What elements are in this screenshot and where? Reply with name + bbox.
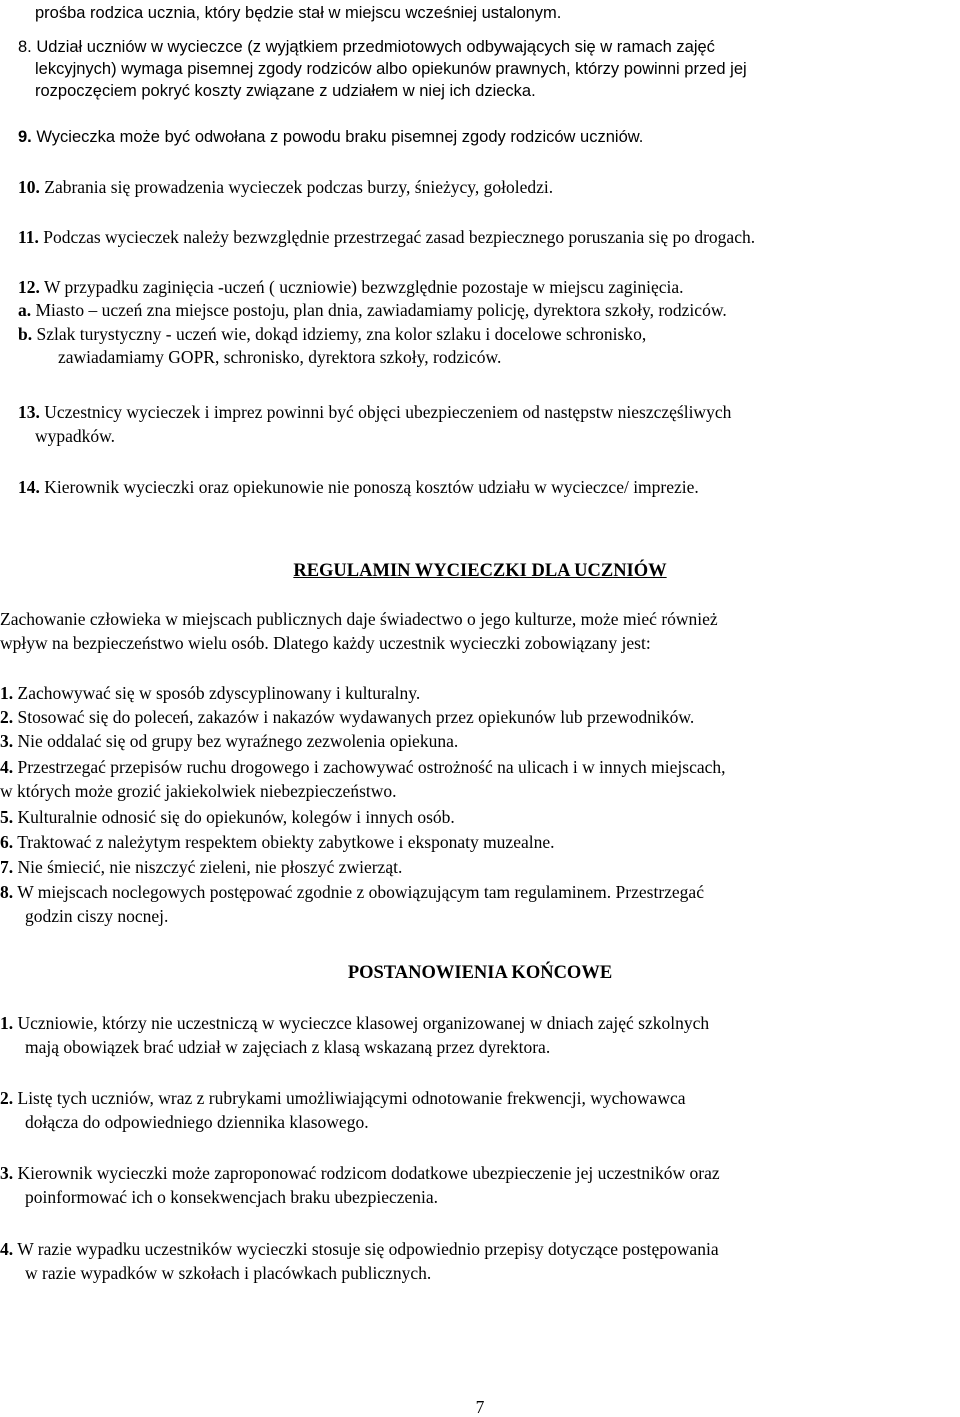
p8-line-2: lekcyjnych) wymaga pisemnej zgody rodziców albo opiekunów prawnych, którzy powinni przed jej [35,60,747,78]
p13 [18,401,731,423]
koncowe-item-2-line-2: dołącza do odpowiedniego dziennika klasowego. [25,1112,369,1132]
p14-text: Kierownik wycieczki oraz opiekunowie nie ponoszą kosztów udziału w wycieczce/ imprezie. [44,477,699,497]
koncowe-item-1-line-2: mają obowiązek brać udział w zajęciach z klasą wskazaną przez dyrektora. [25,1037,551,1057]
regulamin-item-7: 7. Nie śmiecić, nie niszczyć zieleni, nie płoszyć zwierząt. [0,857,403,877]
p11-text: Podczas wycieczek należy bezwzględnie przestrzegać zasad bezpiecznego poruszania się po drogach. [43,227,756,247]
p12-b-letter: b. [18,324,33,344]
regulamin-intro-2: wpływ na bezpieczeństwo wielu osób. Dlatego każdy uczestnik wycieczki zobowiązany jest: [0,633,651,653]
p12 [18,276,684,298]
p9 [18,126,643,148]
p12-b-line-2: zawiadamiamy GOPR, schronisko, dyrektora szkoły, rodziców. [58,347,502,367]
p12-number: 12. [18,277,40,297]
regulamin-item-8: 8. W miejscach noclegowych postępować zgodnie z obowiązującym tam regulaminem. Przestrzegać [0,882,704,902]
p7-continuation: prośba rodzica ucznia, który będzie stał w miejscu wcześniej ustalonym. [35,4,562,22]
p14 [18,476,699,498]
regulamin-item-5: 5. Kulturalnie odnosić się do opiekunów, kolegów i innych osób. [0,807,455,827]
koncowe-item-2: 2. Listę tych uczniów, wraz z rubrykami umożliwiającymi odnotowanie frekwencji, wychowawca [0,1088,686,1108]
p8-text-1: Udział uczniów w wycieczce (z wyjątkiem przedmiotowych odbywających się w ramach zajęć [36,38,715,56]
p9-text: Wycieczka może być odwołana z powodu braku pisemnej zgody rodziców uczniów. [36,128,644,146]
regulamin-title: REGULAMIN WYCIECZKI DLA UCZNIÓW [293,561,667,581]
p12-a-letter: a. [18,300,32,320]
regulamin-item-4-line-2: w których może grozić jakiekolwiek niebezpieczeństwo. [0,781,397,801]
p8-line-3: rozpoczęciem pokryć koszty związane z udziałem w niej ich dziecka. [35,82,536,100]
p10-text: Zabrania się prowadzenia wycieczek podczas burzy, śnieżycy, gołoledzi. [44,177,554,197]
p8-number: 8. [18,38,32,56]
koncowe-item-4: 4. W razie wypadku uczestników wycieczki stosuje się odpowiednio przepisy dotyczące postępowania [0,1239,719,1259]
regulamin-item-3: 3. Nie oddalać się od grupy bez wyraźnego zezwolenia opiekuna. [0,731,459,751]
p10 [18,176,553,198]
p13-line-2: wypadków. [35,426,116,446]
p9-number: 9. [18,128,32,146]
p14-number: 14. [18,477,40,497]
koncowe-item-4-line-2: w razie wypadków w szkołach i placówkach publicznych. [25,1263,432,1283]
p8-line-1 [18,36,715,58]
regulamin-item-2: 2. Stosować się do poleceń, zakazów i nakazów wydawanych przez opiekunów lub przewodników. [0,707,695,727]
p11-number: 11. [18,227,39,247]
p11 [18,226,755,248]
p10-number: 10. [18,177,40,197]
regulamin-item-8-line-2: godzin ciszy nocnej. [25,906,169,926]
p12-a [18,299,727,321]
regulamin-intro-1: Zachowanie człowieka w miejscach publicznych daje świadectwo o jego kulturze, może mieć również [0,609,718,629]
p12-a-text: Miasto – uczeń zna miejsce postoju, plan dnia, zawiadamiamy policję, dyrektora szkoły, rodziców. [35,300,727,320]
koncowe-title: POSTANOWIENIA KOŃCOWE [347,963,613,983]
koncowe-item-1: 1. Uczniowie, którzy nie uczestniczą w wycieczce klasowej organizowanej w dniach zajęć szkolnych [0,1013,710,1033]
koncowe-item-3: 3. Kierownik wycieczki może zaproponować rodzicom dodatkowe ubezpieczenie jej uczestników oraz [0,1163,720,1183]
p12-b [18,323,646,345]
p13-text: Uczestnicy wycieczek i imprez powinni być objęci ubezpieczeniem od następstw nieszczęśliwych [44,402,732,422]
page-number: 7 [475,1397,485,1417]
p13-number: 13. [18,402,40,422]
regulamin-item-4: 4. Przestrzegać przepisów ruchu drogowego i zachowywać ostrożność na ulicach i w innych miejscach, [0,757,726,777]
regulamin-item-1: 1. Zachowywać się w sposób zdyscyplinowany i kulturalny. [0,683,421,703]
koncowe-item-3-line-2: poinformować ich o konsekwencjach braku ubezpieczenia. [25,1187,439,1207]
p12-text: W przypadku zaginięcia -uczeń ( uczniowie) bezwzględnie pozostaje w miejscu zaginięcia. [43,277,684,297]
p12-b-text: Szlak turystyczny - uczeń wie, dokąd idziemy, zna kolor szlaku i docelowe schronisko, [36,324,647,344]
regulamin-item-6: 6. Traktować z należytym respektem obiekty zabytkowe i eksponaty muzealne. [0,832,555,852]
